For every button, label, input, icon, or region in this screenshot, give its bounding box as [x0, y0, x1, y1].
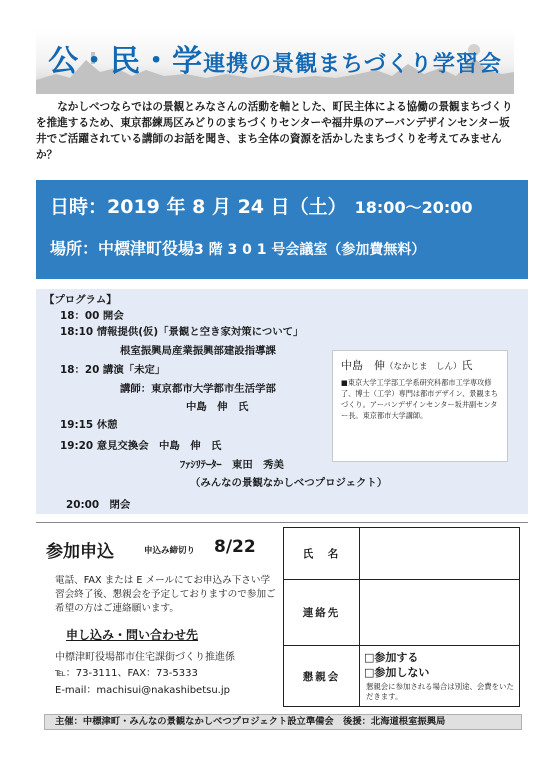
- not-attend-checkbox[interactable]: □参加しない: [364, 666, 430, 679]
- program-heading: 【プログラム】: [44, 294, 117, 306]
- speaker-bio-box: [332, 350, 508, 462]
- program-line: 18：20 講演「未定」: [60, 364, 166, 376]
- attend-checkbox[interactable]: □参加する: [364, 651, 419, 664]
- program-line: 根室振興局産業振興部建設指導課: [120, 345, 276, 357]
- speaker-name: 中島 伸: [341, 359, 385, 372]
- program-line: 20:00 閉会: [66, 499, 131, 511]
- program-line: 18：00 開会: [60, 310, 124, 322]
- contact-phone: ℡：73-3111、FAX：73-5333: [55, 668, 198, 679]
- speaker-kana: （なかじま しん）: [385, 362, 462, 372]
- event-time: 18:00～20:00: [354, 198, 473, 217]
- title-part1: 公・民・学: [48, 44, 204, 79]
- footer-sponsors: 主催：中標津町・みんなの景観なかしべつプロジェクト設立準備会 後援：北海道根室振興局: [44, 714, 522, 730]
- deadline-label: 申込み締切り: [144, 546, 196, 556]
- venue-room: 3 階 3 0 1 号会議室（参加費無料）: [194, 242, 426, 258]
- program-line: 19:15 休憩: [60, 419, 118, 431]
- application-form: [283, 527, 520, 707]
- event-date: 2019 年 8 月 24 日（土）: [107, 196, 347, 218]
- section-divider: [36, 522, 528, 523]
- name-label: 氏 名: [284, 528, 360, 580]
- contact-label: 連絡先: [284, 580, 360, 646]
- program-line: （みんなの景観なかしべつプロジェクト）: [190, 477, 388, 489]
- party-choice-cell: [360, 646, 520, 707]
- apply-note: 電話、FAX または E メールにてお申込み下さい学習会終了後、懇親会を予定しておりますので参加ご希望の方はご連絡願います。: [55, 575, 276, 614]
- party-label: 懇親会: [284, 646, 360, 707]
- contact-email[interactable]: E-mail：machisui@nakashibetsu.jp: [55, 685, 230, 696]
- party-fee-note: 懇親会に参加される場合は別途、会費をいただきます。: [366, 682, 514, 701]
- contact-field[interactable]: [360, 580, 520, 646]
- program-line: 中島 伸 氏: [186, 401, 249, 413]
- intro-paragraph: なかしべつならではの景観とみなさんの活動を軸とした、町民主体による協働の景観まちづくりを推進するため、東京都練馬区みどりのまちづくりセンターや福井県のアーバンデザインセンター坂井でご活躍されている講師のお話を聞き、まち全体の資源を活かしたまちづくりを考えてみませんか？: [36, 101, 513, 161]
- speaker-bio-text: ■東京大学工学部工学系研究科都市工学専攻修了、博士（工学）専門は都市デザイン、景観まちづくり。アーバンデザインセンター坂井副センター長。東京都市大学講師。: [341, 378, 499, 420]
- speaker-honorific: 氏: [461, 359, 473, 372]
- speaker-name-line: [341, 357, 473, 373]
- datetime-line: [50, 192, 473, 219]
- event-info-box: [36, 180, 528, 279]
- place-line: [50, 236, 425, 259]
- venue-name: 中標津町役場: [98, 239, 195, 258]
- program-line: ﾌｧｼﾘﾃｰﾀｰ 東田 秀美: [180, 459, 284, 471]
- program-line: 18:10 情報提供(仮)「景観と空き家対策について」: [60, 326, 304, 338]
- page-title: [0, 36, 550, 80]
- deadline-date: 8/22: [214, 537, 256, 557]
- program-line: 19:20 意見交換会 中島 伸 氏: [60, 440, 222, 452]
- name-field[interactable]: [360, 528, 520, 580]
- place-label: 場所：: [50, 239, 99, 258]
- apply-title: 参加申込: [46, 542, 114, 562]
- title-part2: 連携の景観まちづくり学習会: [203, 52, 502, 77]
- program-line: 講師：東京都市大学都市生活学部: [120, 383, 276, 395]
- contact-title: 申し込み・問い合わせ先: [66, 628, 199, 642]
- contact-office: 中標津町役場都市住宅課街づくり推進係: [55, 652, 235, 663]
- datetime-label: 日時：: [50, 196, 108, 218]
